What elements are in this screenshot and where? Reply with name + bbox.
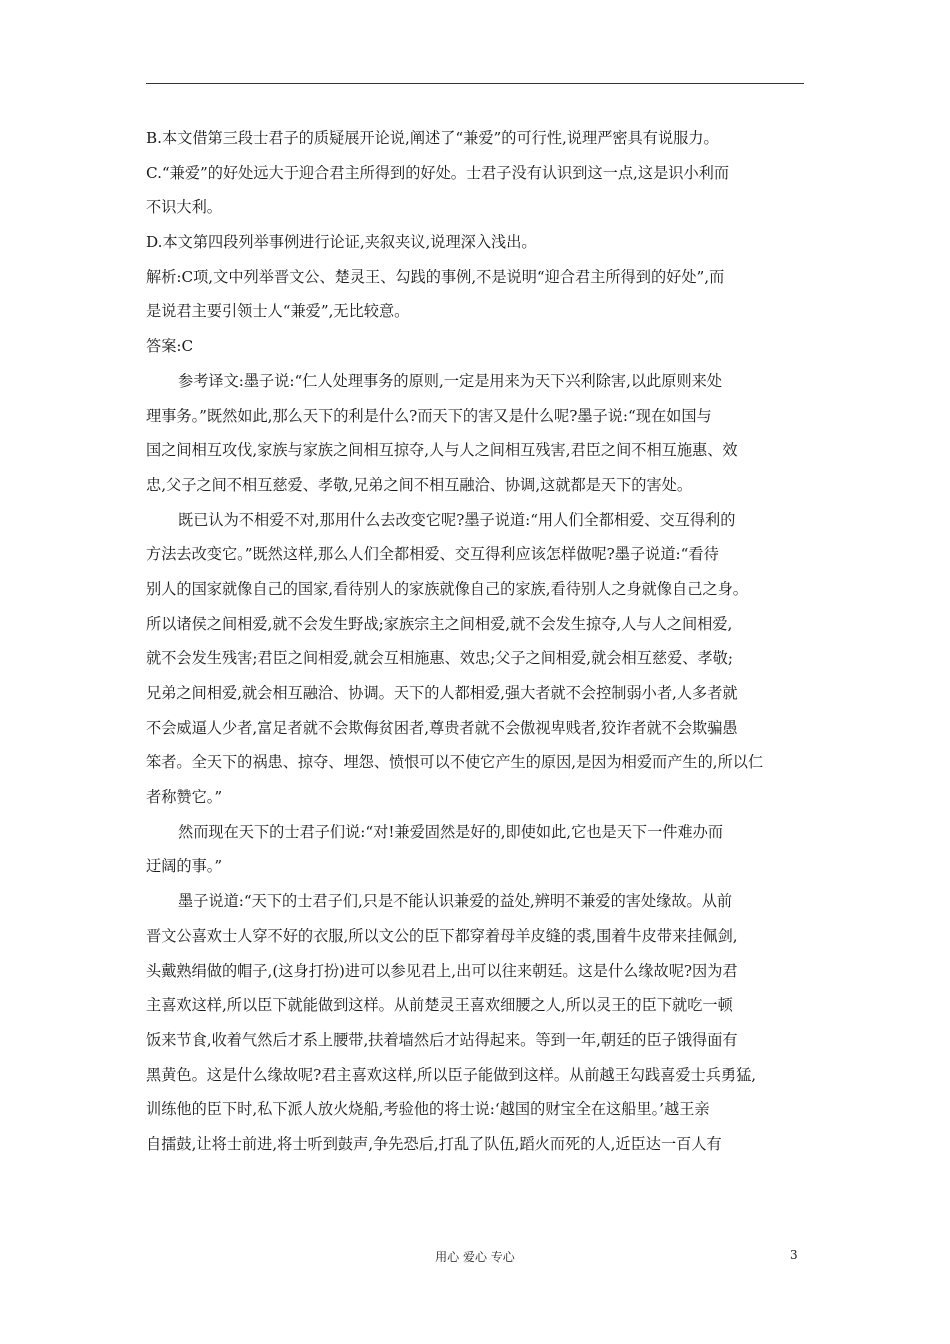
option-b <box>146 121 806 156</box>
text-line: 晋文公喜欢士人穿不好的衣服,所以文公的臣下都穿着母羊皮缝的裘,围着牛皮带来挂佩剑, <box>146 926 738 945</box>
text-line: 不会威逼人少者,富足者就不会欺侮贫困者,尊贵者就不会傲视卑贱者,狡诈者就不会欺骗愚 <box>146 718 738 737</box>
translation-paragraph-2 <box>146 503 806 815</box>
analysis <box>146 260 806 329</box>
translation-paragraph-1 <box>146 364 806 503</box>
text-line: 迂阔的事。” <box>146 857 223 876</box>
text-line: 黑黄色。这是什么缘故呢?君主喜欢这样,所以臣子能做到这样。从前越王勾践喜爱士兵勇猛, <box>146 1065 757 1084</box>
text-line: 训练他的臣下时,私下派人放火烧船,考验他的将士说:‘越国的财宝全在这船里。’越王亲 <box>146 1100 710 1119</box>
text-line: C.“兼爱”的好处远大于迎合君主所得到的好处。士君子没有认识到这一点,这是识小利而 <box>146 163 730 182</box>
text-line: 解析:C项,文中列举晋文公、楚灵王、勾践的事例,不是说明“迎合君主所得到的好处”,而 <box>146 267 725 286</box>
text-line: 自擂鼓,让将士前进,将士听到鼓声,争先恐后,打乱了队伍,蹈火而死的人,近臣达一百人有 <box>146 1134 722 1153</box>
text-line: D.本文第四段列举事例进行论证,夹叙夹议,说理深入浅出。 <box>146 233 537 252</box>
text-line: B.本文借第三段士君子的质疑展开论说,阐述了“兼爱”的可行性,说理严密具有说服力。 <box>146 129 719 147</box>
text-line: 理事务。”既然如此,那么天下的利是什么?而天下的害又是什么呢?墨子说:“现在如国与 <box>146 406 712 425</box>
text-line: 不识大利。 <box>146 198 222 217</box>
text-line: 笨者。全天下的祸患、掠夺、埋怨、愤恨可以不使它产生的原因,是因为相爱而产生的,所以仁 <box>146 753 764 772</box>
option-d <box>146 225 806 260</box>
text-line: 就不会发生残害;君臣之间相爱,就会互相施惠、效忠;父子之间相爱,就会相互慈爱、孝敬; <box>146 649 733 668</box>
text-line: 忠,父子之间不相互慈爱、孝敬,兄弟之间不相互融洽、协调,这就都是天下的害处。 <box>146 475 693 494</box>
document-body <box>146 121 806 1162</box>
text-line: 国之间相互攻伐,家族与家族之间相互掠夺,人与人之间相互残害,君臣之间不相互施惠、效 <box>146 441 738 460</box>
translation-paragraph-4 <box>146 884 806 1162</box>
text-line: 参考译文:墨子说:“仁人处理事务的原则,一定是用来为天下兴利除害,以此原则来处 <box>178 371 723 390</box>
text-line: 所以诸侯之间相爱,就不会发生野战;家族宗主之间相爱,就不会发生掠夺,人与人之间相爱, <box>146 614 733 633</box>
page-number: 3 <box>790 1248 798 1262</box>
text-line: 方法去改变它。”既然这样,那么人们全都相爱、交互得利应该怎样做呢?墨子说道:“看待 <box>146 545 719 564</box>
text-line: 者称赞它。” <box>146 788 223 807</box>
text-line: 头戴熟绢做的帽子,(这身打扮)进可以参见君上,出可以往来朝廷。这是什么缘故呢?因为君 <box>146 961 738 980</box>
header-rule <box>146 83 804 84</box>
option-c <box>146 156 806 225</box>
answer: 答案:C <box>146 337 194 356</box>
footer-text: 用心 爱心 专心 <box>435 1250 515 1264</box>
text-line: 然而现在天下的士君子们说:“对!兼爱固然是好的,即使如此,它也是天下一件难办而 <box>178 822 724 841</box>
text-line: 饭来节食,收着气然后才系上腰带,扶着墙然后才站得起来。等到一年,朝廷的臣子饿得面有 <box>146 1030 738 1049</box>
text-line: 兄弟之间相爱,就会相互融洽、协调。天下的人都相爱,强大者就不会控制弱小者,人多者就 <box>146 684 738 702</box>
text-line: 既已认为不相爱不对,那用什么去改变它呢?墨子说道:“用人们全都相爱、交互得利的 <box>178 510 736 529</box>
text-line: 主喜欢这样,所以臣下就能做到这样。从前楚灵王喜欢细腰之人,所以灵王的臣下就吃一顿 <box>146 996 733 1015</box>
text-line: 墨子说道:“天下的士君子们,只是不能认识兼爱的益处,辨明不兼爱的害处缘故。从前 <box>178 892 733 911</box>
text-line: 是说君主要引领士人“兼爱”,无比较意。 <box>146 302 410 321</box>
text-line: 别人的国家就像自己的国家,看待别人的家族就像自己的家族,看待别人之身就像自己之身。 <box>146 579 748 598</box>
translation-paragraph-3 <box>146 815 806 884</box>
